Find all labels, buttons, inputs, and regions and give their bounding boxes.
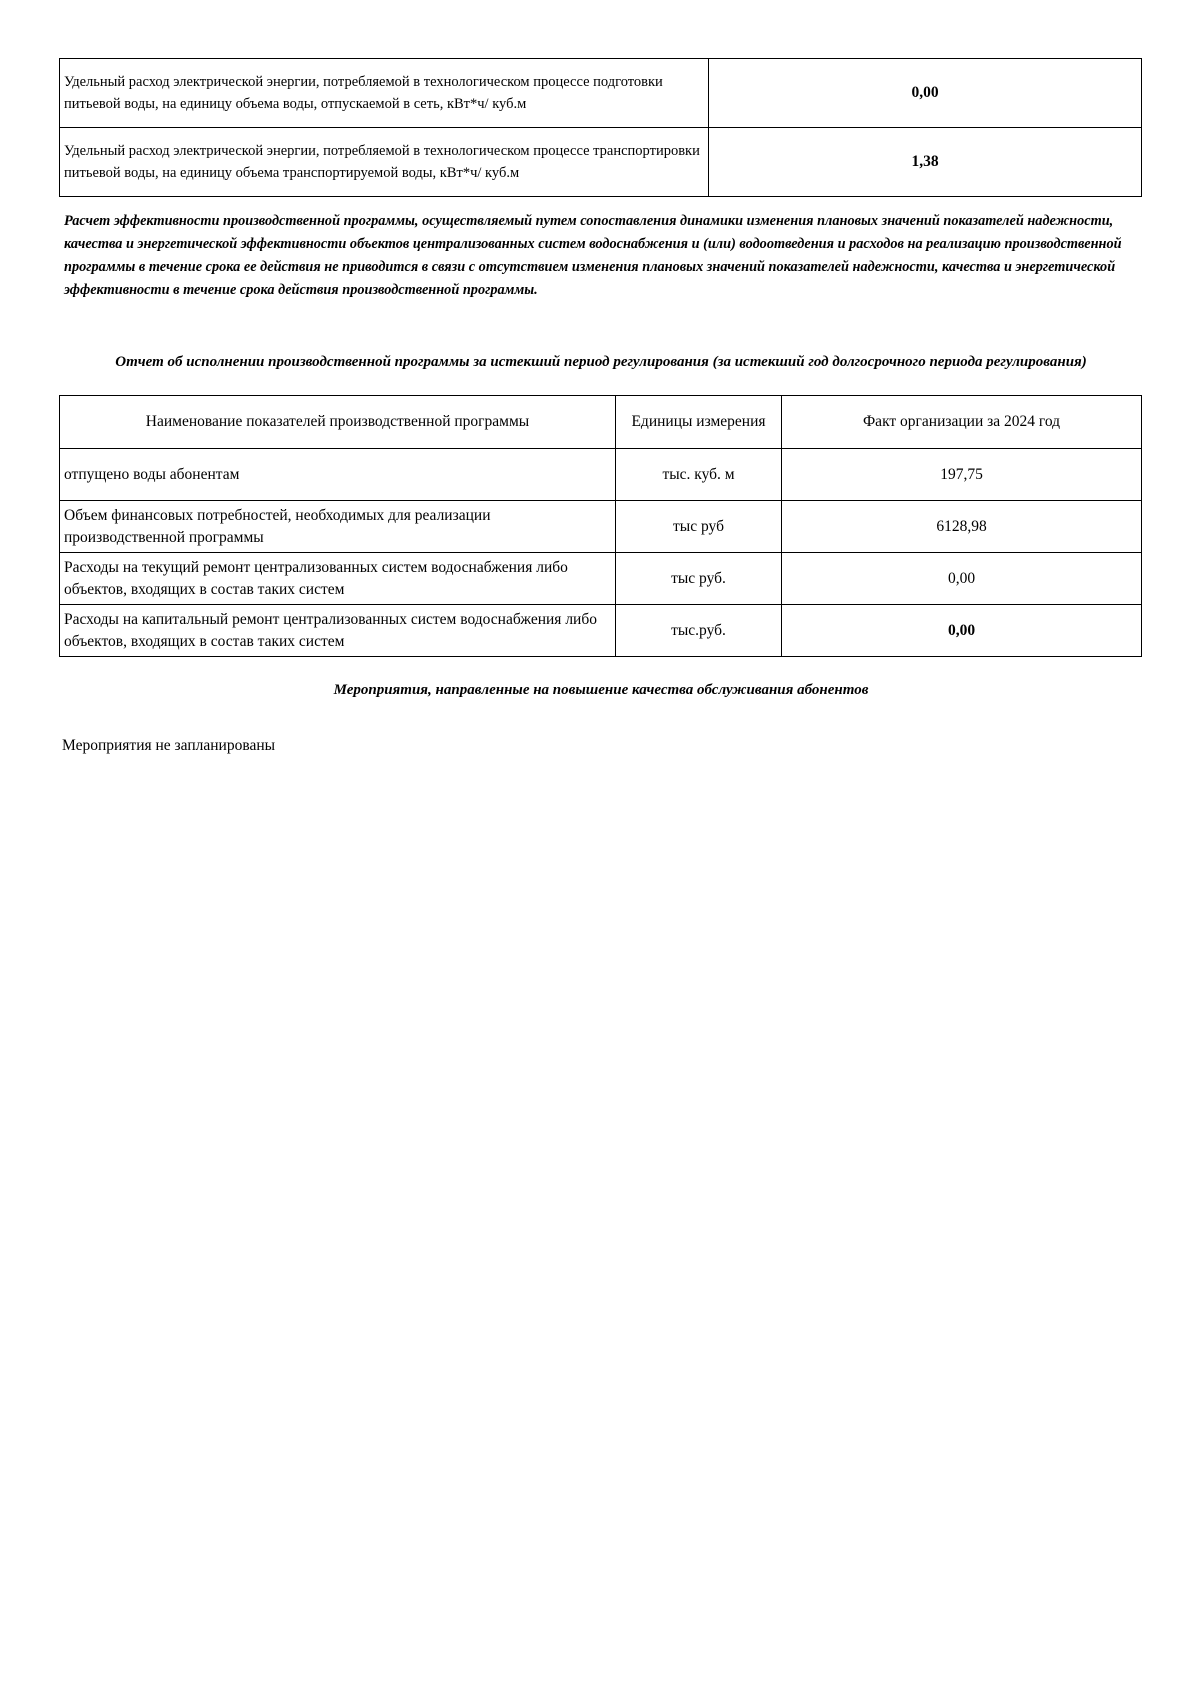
production-program-report-table — [59, 395, 1142, 657]
row-indicator-name: Расходы на капитальный ремонт централизованных систем водоснабжения либо объектов, входящих в состав таких систем — [60, 605, 616, 657]
row-unit: тыс. куб. м — [616, 449, 782, 501]
table-row — [60, 501, 1142, 553]
row-fact-value: 0,00 — [782, 605, 1142, 657]
efficiency-calculation-paragraph: Расчет эффективности производственной программы, осуществляемый путем сопоставления динамики изменения плановых значений показателей надежности, качества и энергетической эффективности объектов централизованных систем водоснабжения и (или) водоотведения и расходов на реализацию производственной программы в течение срока ее действия не приводится в связи с отсутствием изменения плановых значений показателей надежности, качества и энергетической эффективности в течение срока действия производственной программы. — [64, 213, 1122, 298]
column-header-fact: Факт организации за 2024 год — [782, 396, 1142, 449]
row-unit: тыс.руб. — [616, 605, 782, 657]
report-title: Отчет об исполнении производственной программы за истекший период регулирования (за истекший год долгосрочного периода регулирования) — [115, 354, 1087, 370]
measures-section-title: Мероприятия, направленные на повышение качества обслуживания абонентов — [333, 682, 869, 698]
table-row — [60, 59, 1142, 128]
row-unit: тыс руб — [616, 501, 782, 553]
row-fact-value: 6128,98 — [782, 501, 1142, 553]
column-header-indicator: Наименование показателей производственной программы — [60, 396, 616, 449]
table-header-row — [60, 396, 1142, 449]
column-header-unit: Единицы измерения — [616, 396, 782, 449]
row-indicator-name: Расходы на текущий ремонт централизованных систем водоснабжения либо объектов, входящих в состав таких систем — [60, 553, 616, 605]
row-fact-value: 197,75 — [782, 449, 1142, 501]
row-indicator-name: Объем финансовых потребностей, необходимых для реализации производственной программы — [60, 501, 616, 553]
indicator-label: Удельный расход электрической энергии, потребляемой в технологическом процессе подготовки питьевой воды, на единицу объема воды, отпускаемой в сеть, кВт*ч/ куб.м — [60, 59, 709, 128]
row-indicator-name: отпущено воды абонентам — [60, 449, 616, 501]
table-row — [60, 449, 1142, 501]
table-row — [60, 553, 1142, 605]
measures-text: Мероприятия не запланированы — [62, 737, 276, 754]
row-fact-value: 0,00 — [782, 553, 1142, 605]
row-unit: тыс руб. — [616, 553, 782, 605]
indicator-value: 0,00 — [709, 59, 1142, 128]
indicator-value: 1,38 — [709, 128, 1142, 197]
energy-consumption-table — [59, 58, 1142, 197]
table-row — [60, 605, 1142, 657]
table-row — [60, 128, 1142, 197]
indicator-label: Удельный расход электрической энергии, потребляемой в технологическом процессе транспортировки питьевой воды, на единицу объема транспортируемой воды, кВт*ч/ куб.м — [60, 128, 709, 197]
